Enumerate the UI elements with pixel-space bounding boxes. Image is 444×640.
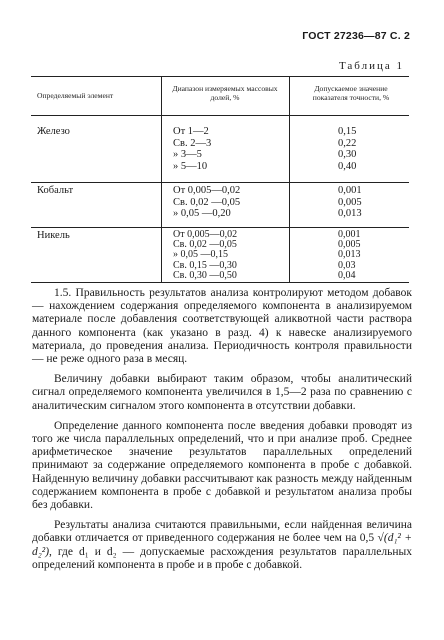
range-value: » 5—10	[173, 160, 208, 172]
accuracy-value: 0,40	[338, 160, 357, 172]
accuracy-value: 0,005	[338, 196, 362, 208]
sqrt-formula: √(d₁² + d₂²)	[32, 532, 412, 558]
range-cell	[173, 126, 211, 172]
column-header-accuracy: Допускаемое значение показателя точности, %	[312, 84, 390, 102]
accuracy-table	[31, 76, 409, 283]
accuracy-cell	[338, 185, 362, 220]
accuracy-value: 0,001	[338, 185, 362, 196]
range-value: От 0,005—0,02	[173, 229, 238, 240]
element-name: Никель	[37, 230, 70, 241]
paragraph: Величину добавки выбирают таким образом, чтобы аналитический сигнал определяемого компонента увеличился в 1,5—2 раза по сравнению с аналитическим сигналом этого компонента в отсутствии добавки.	[32, 373, 412, 412]
range-value: От 0,005—0,02	[173, 185, 241, 196]
range-value: Св. 2—3	[173, 137, 212, 149]
range-value: Св. 0,02 —0,05	[173, 196, 241, 208]
range-value: Св. 0,15 —0,30	[173, 259, 237, 271]
row-divider	[31, 182, 409, 183]
accuracy-value: 0,013	[338, 249, 361, 261]
paragraph-with-formula	[32, 519, 412, 572]
range-value: От 1—2	[173, 126, 209, 137]
column-divider	[289, 77, 290, 282]
paragraph-text: Результаты анализа считаются правильными, если найденная величина добавки отличается от приведенного содержания не более чем на 0,5	[32, 519, 412, 545]
range-value: Св. 0,30 —0,50	[173, 269, 237, 281]
accuracy-value: 0,30	[338, 149, 357, 160]
accuracy-value: 0,013	[338, 208, 362, 219]
accuracy-value: 0,005	[338, 239, 361, 251]
table-caption: Таблица 1	[338, 60, 404, 72]
accuracy-value: 0,22	[338, 137, 357, 149]
range-value: » 3—5	[173, 149, 202, 160]
column-header-element: Определяемый элемент	[37, 91, 114, 100]
paragraph: Определение данного компонента после введения добавки проводят из того же числа параллельных определений, что и при анализе проб. Среднее арифметическое значение результатов параллельных определений принимают за содержание определяемого компонента в пробе с добавкой. Найденную величину добавки рассчитывают как разность между найденным содержанием компонента в пробе с добавкой и результатом анализа пробы без добавки.	[32, 419, 412, 512]
range-cell	[173, 185, 240, 220]
page-header: ГОСТ 27236—87 С. 2	[302, 30, 410, 42]
element-name: Кобальт	[37, 185, 74, 196]
element-name: Железо	[37, 126, 70, 137]
range-cell	[173, 230, 237, 281]
range-value: Св. 0,02 —0,05	[173, 239, 237, 251]
range-value: » 0,05 —0,20	[173, 208, 231, 219]
header-divider	[31, 115, 409, 116]
accuracy-cell	[338, 230, 361, 281]
accuracy-cell	[338, 126, 356, 172]
accuracy-value: 0,03	[338, 259, 356, 271]
paragraph: 1.5. Правильность результатов анализа контролируют методом добавок — нахождением содержания определяемого компонента в анализируемом материале после добавления соответствующей аликвотной части раствора данного компонента (как указано в разд. 4) к навеске анализируемого материала, до проведения анализа. Периодичность контроля правильности — не реже одного раза в месяц.	[32, 287, 412, 366]
accuracy-value: 0,001	[338, 229, 361, 240]
range-value: » 0,05 —0,15	[173, 249, 228, 261]
body-text	[32, 287, 412, 579]
row-divider	[31, 227, 409, 228]
paragraph-text: , где d₁ и d₂ — допускаемые расхождения результатов параллельных определений компонента в пробе и в пробе с добавкой.	[32, 545, 412, 571]
column-divider	[161, 77, 162, 282]
column-header-range: Диапазон измеряемых массовых долей, %	[172, 84, 278, 102]
accuracy-value: 0,04	[338, 269, 356, 281]
accuracy-value: 0,15	[338, 126, 357, 137]
